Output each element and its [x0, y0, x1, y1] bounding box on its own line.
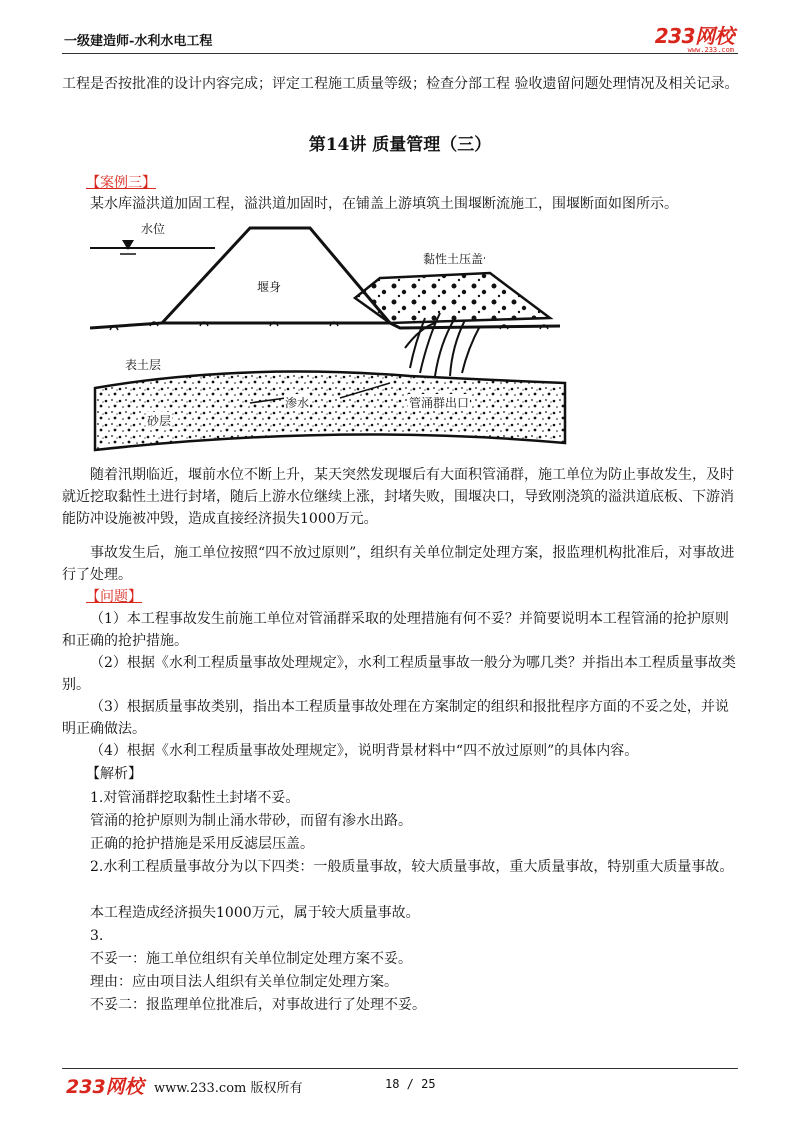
story-paragraph-1: 随着汛期临近，堰前水位不断上升，某天突然发现堰后有大面积管涌群，施工单位为防止事故发生，及时就近挖取黏性土进行封堵，随后上游水位继续上涨，封堵失败，围堰决口，导致刚浇筑的溢洪道底板、下游消能防冲设施被冲毁，造成直接经济损失1000万元。: [62, 467, 734, 527]
intro-paragraph: 工程是否按批准的设计内容完成；评定工程施工质量等级；检查分部工程 验收遗留问题处理情况及相关记录。: [62, 76, 739, 92]
footer-divider: [62, 1068, 738, 1069]
header-divider: [62, 53, 738, 54]
answer-3: 正确的抢护措施是采用反滤层压盖。: [90, 836, 314, 852]
header-title: 一级建造师-水利水电工程: [64, 34, 213, 49]
ground-surface: [90, 323, 560, 328]
answer-9: 不妥二：报监理单位批准后，对事故进行了处理不妥。: [90, 997, 426, 1013]
question-2: （2）根据《水利工程质量事故处理规定》，水利工程质量事故一般分为哪几类？并指出本工程质量事故类别。: [62, 655, 736, 693]
question-tag-text: 【问题】: [86, 589, 142, 605]
answer-2: 管涌的抢护原则为制止涌水带砂，而留有渗水出路。: [90, 813, 412, 829]
answer-8: 理由：应由项目法人组织有关单位制定处理方案。: [90, 974, 398, 990]
dam-body-shape: [162, 228, 390, 323]
case-tag: [86, 172, 156, 192]
question-3: （3）根据质量事故类别，指出本工程质量事故处理在方案制定的组织和报批程序方面的不妥之处，并说明正确做法。: [62, 699, 729, 737]
analysis-tag: 【解析】: [86, 766, 142, 782]
figure-label-pipe-outlet: 管涌群出口: [409, 396, 470, 410]
case-description: 某水库溢洪道加固工程，溢洪道加固时，在铺盖上游填筑土围堰断流施工，围堰断面如图所示。: [90, 196, 678, 212]
story-paragraph-2: 事故发生后，施工单位按照“四不放过原则”，组织有关单位制定处理方案，报监理机构批准后，对事故进行了处理。: [62, 545, 735, 583]
figure-label-clay-cover: 黏性土压盖: [423, 252, 484, 266]
header-logo-url: www.233.com: [687, 46, 734, 54]
answer-5: 本工程造成经济损失1000万元，属于较大质量事故。: [90, 905, 420, 921]
answer-4: 2.水利工程质量事故分为以下四类：一般质量事故，较大质量事故，重大质量事故，特别重大质量事故。: [90, 859, 734, 875]
cofferdam-figure: [90, 218, 570, 453]
figure-label-topsoil: 表土层: [125, 358, 162, 372]
question-1: （1）本工程事故发生前施工单位对管涌群采取的处理措施有何不妥？并简要说明本工程管涌的抢护原则和正确的抢护措施。: [62, 611, 729, 649]
question-tag: [86, 586, 142, 606]
footer-logo: 233网校: [66, 1076, 144, 1098]
page-number: 18 / 25: [385, 1077, 436, 1091]
figure-label-dam-body: 堰身: [257, 280, 282, 294]
answer-7: 不妥一：施工单位组织有关单位制定处理方案不妥。: [90, 951, 412, 967]
figure-label-sand-layer: 砂层: [147, 414, 172, 428]
footer-site: www.233.com 版权所有: [154, 1081, 303, 1096]
figure-label-seepage: 渗水: [285, 396, 310, 410]
figure-label-water-level: 水位: [141, 222, 166, 236]
header-logo: [655, 20, 734, 54]
header-logo-text: 233网校: [654, 24, 734, 48]
clay-cover-shape: [355, 273, 550, 323]
question-4: （4）根据《水利工程质量事故处理规定》，说明背景材料中“四不放过原则”的具体内容。: [90, 743, 639, 759]
answer-6: 3.: [90, 928, 104, 944]
sand-layer-shape: [95, 372, 565, 450]
section-title: 第14讲 质量管理（三）: [308, 135, 492, 155]
answer-1: 1.对管涌群挖取黏性土封堵不妥。: [90, 790, 300, 806]
case-tag-text: 【案例三】: [86, 175, 156, 191]
